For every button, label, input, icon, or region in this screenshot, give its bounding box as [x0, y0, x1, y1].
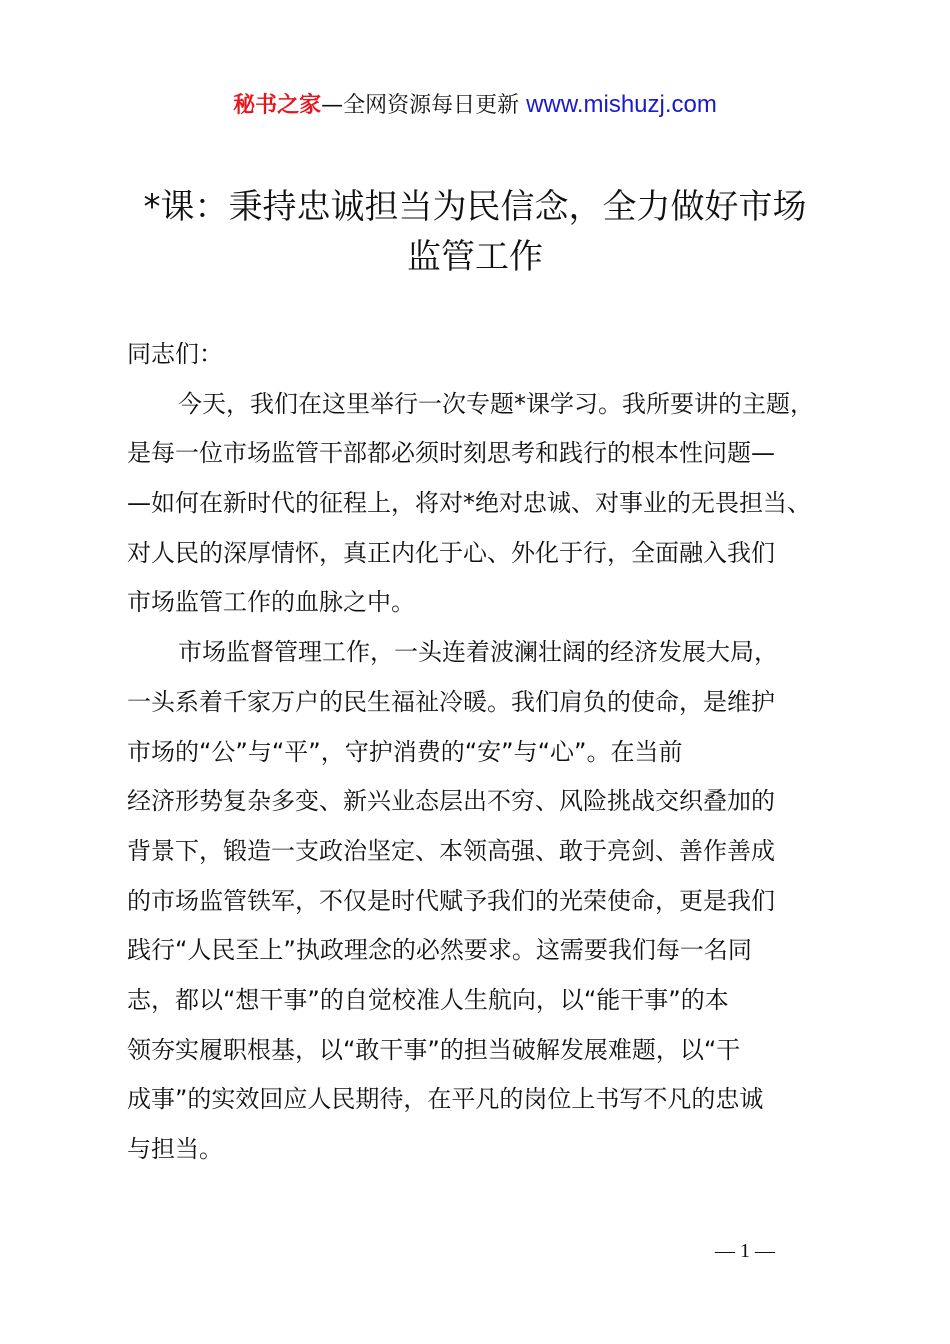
text-line: 是每一位市场监管干部都必须时刻思考和践行的根本性问题— [127, 439, 775, 468]
document-title [0, 182, 950, 282]
paragraph-1 [127, 380, 847, 628]
title-line: *课：秉持忠诚担当为民信念，全力做好市场 [143, 187, 807, 227]
header-tagline: —全网资源每日更新 [321, 93, 527, 118]
title-line: 监管工作 [407, 237, 543, 277]
page-number: — 1 — [715, 1240, 775, 1262]
text-line: 践行“人民至上”执政理念的必然要求。这需要我们每一名同 [127, 936, 752, 965]
text-line: —如何在新时代的征程上，将对*绝对忠诚、对事业的无畏担当、 [127, 489, 811, 518]
site-header [0, 88, 950, 119]
text-line: 背景下，锻造一支政治坚定、本领高强、敢于亮剑、善作善成 [127, 836, 775, 865]
text-line: 志，都以“想干事”的自觉校准人生航向，以“能干事”的本 [127, 985, 729, 1014]
text-line: 市场监管工作的血脉之中。 [127, 588, 415, 617]
text-line: 与担当。 [127, 1135, 223, 1163]
text-line: 领夯实履职根基，以“敢干事”的担当破解发展难题，以“干 [127, 1035, 741, 1064]
text-line: 的市场监管铁军，不仅是时代赋予我们的光荣使命，更是我们 [127, 886, 775, 915]
site-url-link[interactable]: www.mishuzj.com [526, 91, 717, 118]
text-line: 一头系着千家万户的民生福祉冷暖。我们肩负的使命，是维护 [127, 687, 775, 716]
text-line: 今天，我们在这里举行一次专题*课学习。我所要讲的主题， [178, 389, 814, 418]
text-line: 市场的“公”与“平”，守护消费的“安”与“心”。在当前 [127, 737, 683, 766]
paragraph-2 [127, 628, 847, 1175]
text-line: 经济形势复杂多变、新兴业态层出不穷、风险挑战交织叠加的 [127, 787, 775, 816]
brand-name: 秘书之家 [233, 93, 322, 118]
text-line: 对人民的深厚情怀，真正内化于心、外化于行，全面融入我们 [127, 538, 775, 567]
text-line: 市场监督管理工作，一头连着波澜壮阔的经济发展大局， [178, 638, 778, 667]
salutation: 同志们： [127, 340, 223, 368]
document-body [127, 330, 847, 1175]
text-line: 成事”的实效回应人民期待，在平凡的岗位上书写不凡的忠诚 [127, 1085, 764, 1114]
